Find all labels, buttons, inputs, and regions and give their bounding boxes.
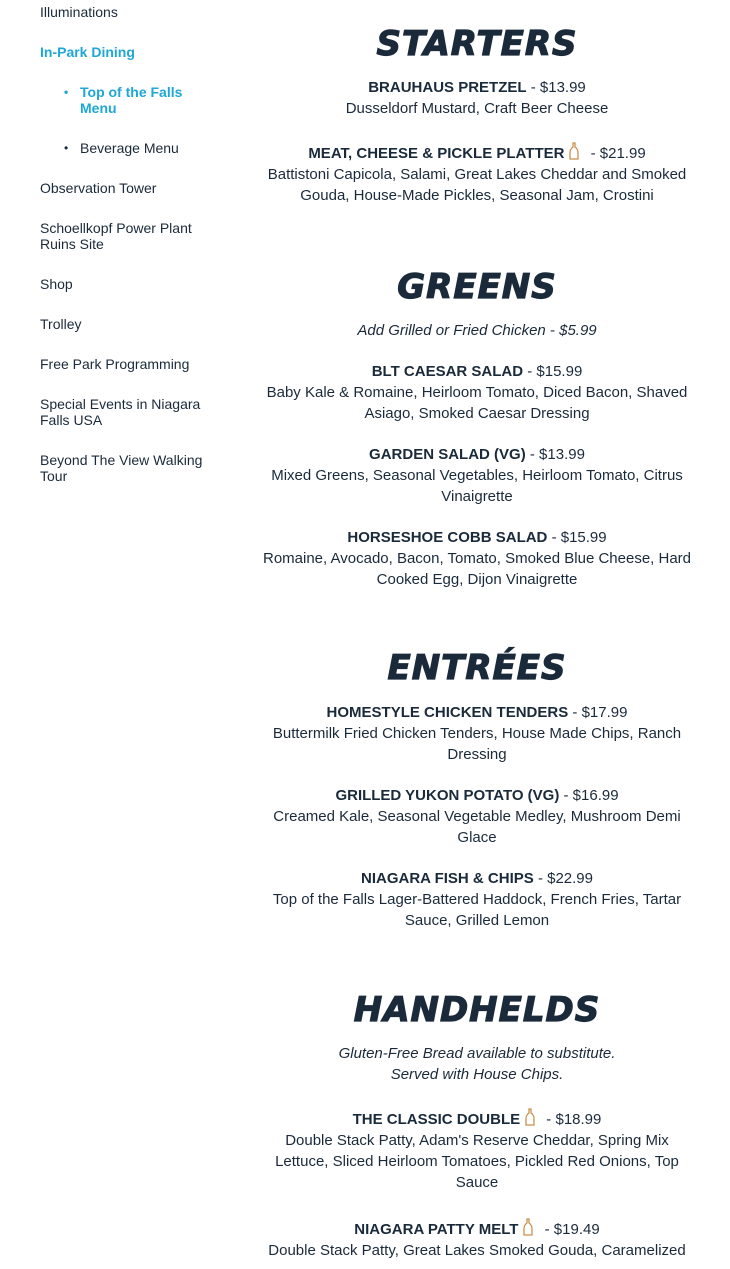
menu-item: [262, 785, 692, 848]
menu-item-price: - $16.99: [559, 787, 619, 804]
menu-item-price: - $15.99: [547, 529, 607, 546]
menu-item: [262, 527, 692, 590]
section-heading-handhelds: HANDHELDS: [353, 990, 601, 1030]
menu-item-description: Double Stack Patty, Adam's Reserve Cheddar, Spring Mix Lettuce, Sliced Heirloom Tomatoes, Pickled Red Onions, Top Sauce: [275, 1132, 679, 1191]
menu-item-name: THE CLASSIC DOUBLE: [352, 1111, 521, 1128]
sidebar-item-beverage-menu[interactable]: [64, 140, 215, 156]
menu-item: [262, 444, 692, 507]
menu-item: [262, 361, 692, 424]
menu-item-price: - $13.99: [526, 79, 586, 96]
menu-item-name: NIAGARA FISH & CHIPS: [360, 870, 534, 887]
menu-item-name: NIAGARA PATTY MELT: [354, 1221, 519, 1238]
beer-bottle-icon: [524, 1108, 536, 1126]
menu-item-description: Battistoni Capicola, Salami, Great Lakes Cheddar and Smoked Gouda, House-Made Pickles, Seasonal Jam, Crostini: [267, 166, 687, 204]
bullet-icon: •: [64, 85, 69, 99]
menu-item: [262, 1218, 692, 1261]
beer-bottle-icon: [568, 142, 580, 160]
beer-bottle-icon: [522, 1218, 534, 1236]
menu-item-description: Creamed Kale, Seasonal Vegetable Medley, Mushroom Demi Glace: [273, 808, 681, 846]
menu-item: [262, 77, 692, 119]
menu-item-price: - $21.99: [586, 145, 646, 162]
menu-item-price: - $17.99: [568, 704, 628, 721]
sidebar-item-trolley[interactable]: Trolley: [40, 316, 82, 332]
sidebar-item-shop[interactable]: Shop: [40, 276, 73, 292]
menu-item-name: BRAUHAUS PRETZEL: [368, 79, 527, 96]
section-heading-entrees: ENTRÉES: [387, 648, 567, 688]
menu-item-description: Dusseldorf Mustard, Craft Beer Cheese: [345, 100, 609, 117]
menu-item-name: HOMESTYLE CHICKEN TENDERS: [326, 704, 569, 721]
sidebar-item-illuminations[interactable]: Illuminations: [40, 4, 118, 20]
section-heading-starters: STARTERS: [376, 24, 578, 64]
menu-item-description: Top of the Falls Lager-Battered Haddock, French Fries, Tartar Sauce, Grilled Lemon: [272, 891, 682, 929]
section-heading-greens: GREENS: [397, 267, 557, 307]
menu-item-name: GRILLED YUKON POTATO (VG): [335, 787, 560, 804]
menu-item-name: MEAT, CHEESE & PICKLE PLATTER: [308, 145, 565, 162]
sidebar-item-in-park-dining[interactable]: In-Park Dining: [40, 44, 135, 60]
menu-item-description: Romaine, Avocado, Bacon, Tomato, Smoked Blue Cheese, Hard Cooked Egg, Dijon Vinaigrette: [262, 550, 692, 588]
menu-item: [262, 702, 692, 765]
menu-item: [262, 142, 692, 206]
sidebar-item-label: Top of the Falls Menu: [80, 84, 183, 116]
menu-item-name: BLT CAESAR SALAD: [371, 363, 524, 380]
menu-item-price: - $18.99: [542, 1111, 602, 1128]
section-note: Served with House Chips.: [390, 1066, 564, 1083]
menu-item-description: Mixed Greens, Seasonal Vegetables, Heirloom Tomato, Citrus Vinaigrette: [271, 467, 683, 505]
bullet-icon: •: [64, 141, 69, 155]
sidebar-item-observation-tower[interactable]: Observation Tower: [40, 180, 157, 196]
menu-item-name: HORSESHOE COBB SALAD: [347, 529, 548, 546]
menu-item-price: - $19.49: [540, 1221, 600, 1238]
section-note: Add Grilled or Fried Chicken - $5.99: [357, 322, 597, 339]
menu-item-price: - $22.99: [533, 870, 593, 887]
menu-item-price: - $15.99: [523, 363, 583, 380]
sidebar-item-schoellkopf-power-plant[interactable]: Schoellkopf Power Plant Ruins Site: [40, 220, 192, 252]
menu-item: [262, 868, 692, 931]
menu-item-description: Double Stack Patty, Great Lakes Smoked Gouda, Caramelized: [268, 1242, 686, 1259]
sidebar-item-free-park-programming[interactable]: Free Park Programming: [40, 356, 190, 372]
menu-item-description: Baby Kale & Romaine, Heirloom Tomato, Diced Bacon, Shaved Asiago, Smoked Caesar Dressing: [266, 384, 688, 422]
sidebar-item-label: Beverage Menu: [80, 140, 179, 156]
menu-item: [262, 1108, 692, 1193]
sidebar-item-beyond-the-view-walking-tour[interactable]: Beyond The View Walking Tour: [40, 452, 203, 484]
sidebar-item-top-of-the-falls-menu[interactable]: [64, 84, 215, 116]
menu-item-description: Buttermilk Fried Chicken Tenders, House Made Chips, Ranch Dressing: [272, 725, 682, 763]
menu-item-name: GARDEN SALAD (VG): [369, 446, 526, 463]
sidebar-item-special-events[interactable]: Special Events in Niagara Falls USA: [40, 396, 201, 428]
section-note: Gluten-Free Bread available to substitute.: [338, 1045, 616, 1062]
menu-item-price: - $13.99: [525, 446, 585, 463]
